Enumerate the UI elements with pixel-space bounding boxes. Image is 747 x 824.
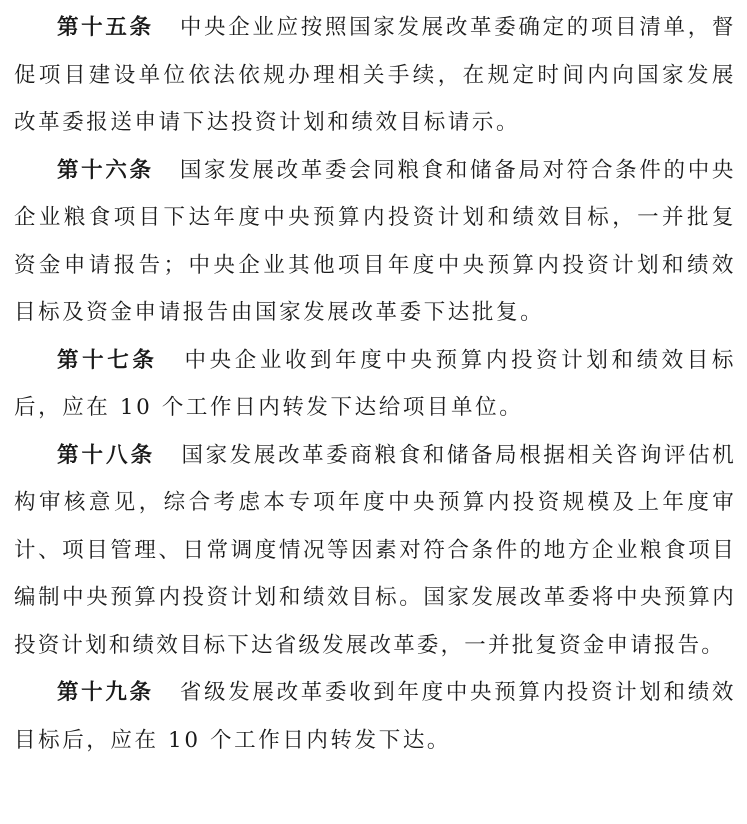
article-17	[14, 337, 736, 432]
article-16	[14, 147, 736, 337]
article-text: 省级发展改革委收到年度中央预算内投资计划和绩效目标后，应在 10 个工作日内转发下达。	[14, 680, 736, 753]
article-text: 国家发展改革委会同粮食和储备局对符合条件的中央企业粮食项目下达年度中央预算内投资计划和绩效目标，一并批复资金申请报告；中央企业其他项目年度中央预算内投资计划和绩效目标及资金申请报告由国家发展改革委下达批复。	[14, 157, 736, 325]
article-text: 国家发展改革委商粮食和储备局根据相关咨询评估机构审核意见，综合考虑本专项年度中央预算内投资规模及上年度审计、项目管理、日常调度情况等因素对符合条件的地方企业粮食项目编制中央预算内投资计划和绩效目标。国家发展改革委将中央预算内投资计划和绩效目标下达省级发展改革委，一并批复资金申请报告。	[14, 442, 736, 658]
article-18	[14, 432, 736, 670]
article-number: 第十六条	[57, 157, 154, 183]
article-15	[14, 4, 736, 147]
article-text: 中央企业收到年度中央预算内投资计划和绩效目标后，应在 10 个工作日内转发下达给项目单位。	[14, 347, 737, 420]
article-number: 第十五条	[57, 15, 154, 40]
article-number: 第十九条	[57, 680, 154, 705]
article-19	[14, 669, 736, 764]
document-page	[14, 4, 736, 764]
article-text: 中央企业应按照国家发展改革委确定的项目清单，督促项目建设单位依法依规办理相关手续，在规定时间内向国家发展改革委报送申请下达投资计划和绩效目标请示。	[14, 15, 736, 135]
article-number: 第十七条	[57, 347, 158, 373]
article-number: 第十八条	[57, 442, 156, 468]
